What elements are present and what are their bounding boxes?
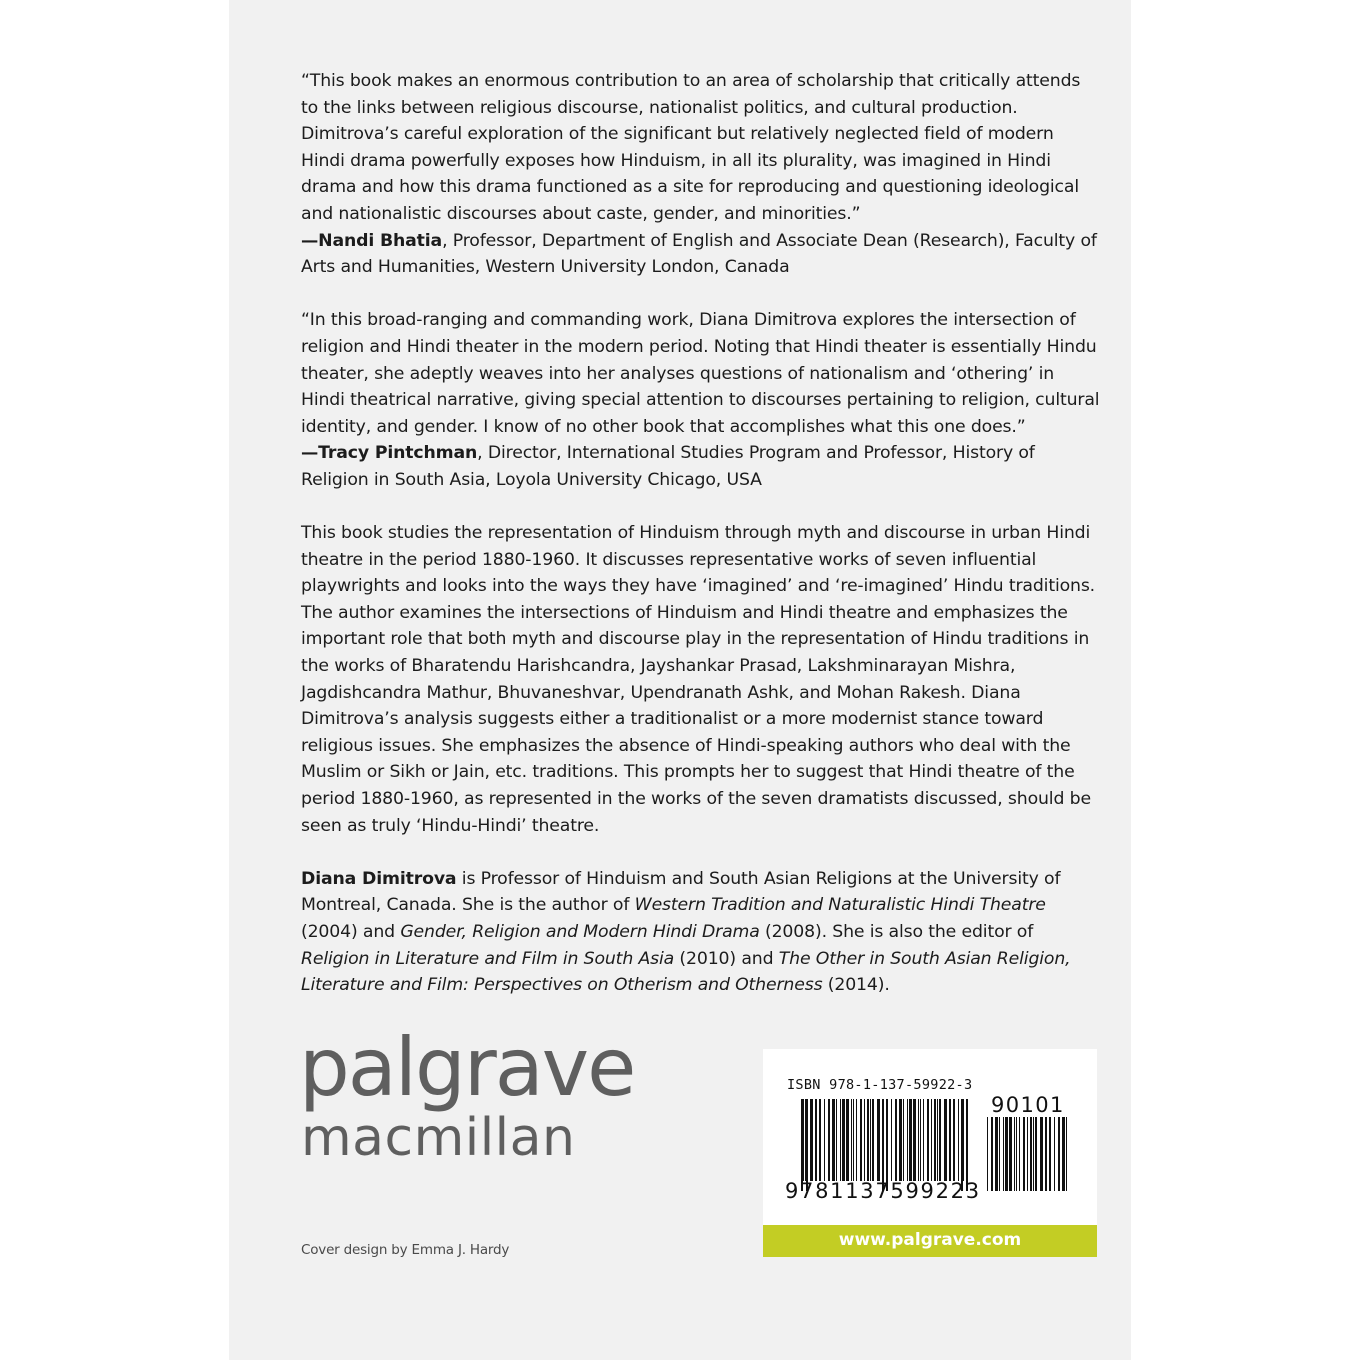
review-2-author: —Tracy Pintchman [301, 443, 478, 464]
bio-text: (2014). [822, 975, 890, 996]
book-title: Gender, Religion and Modern Hindi Drama [400, 922, 760, 942]
ean-digits: 9781137599223 [785, 1179, 981, 1203]
book-title: Western Tradition and Naturalistic Hindi Theatre [634, 895, 1046, 916]
author-name: Diana Dimitrova [301, 868, 457, 889]
isbn-label: ISBN 978-1-137-59922-3 [787, 1077, 973, 1093]
review-2 [301, 307, 1101, 493]
book-title: Religion in Literature and Film in South Asia [301, 948, 675, 969]
logo-palgrave: palgrave [299, 1021, 635, 1114]
bio-text: (2004) and [301, 922, 401, 942]
book-description: This book studies the representation of Hinduism through myth and discourse in urban Hindi theatre in the period 1880-1960. It discusses representative works of seven influential playwrights and looks into the ways they have ‘imagined’ and ‘re-imagined’ Hindu traditions. The author examines the intersections of Hinduism and Hindi theatre and emphasizes the important role that both myth and discourse play in the representation of Hindu traditions in the works of Bharatendu Harishcandra, Jayshankar Prasad, Lakshminarayan Mishra, Jagdishcandra Mathur, Bhuvaneshvar, Upendranath Ashk, and Mohan Rakesh. Diana Dimitrova’s analysis suggests either a traditionalist or a more modernist stance toward religious issues. She emphasizes the absence of Hindi-speaking authors who deal with the Muslim or Sikh or Jain, etc. traditions. This prompts her to suggest that Hindi theatre of the period 1880-1960, as represented in the works of the seven dramatists discussed, should be seen as truly ‘Hindu-Hindi’ theatre. [301, 523, 1096, 836]
barcode-panel [763, 1049, 1097, 1225]
paragraph-spacer [301, 281, 1101, 308]
review-1 [301, 68, 1101, 281]
author-bio [301, 866, 1101, 999]
review-1-quote: “This book makes an enormous contribution to an area of scholarship that critically attends to the links between religious discourse, nationalist politics, and cultural production. Dimitrova’s careful exploration of the significant but relatively neglected field of modern Hindi drama powerfully exposes how Hinduism, in all its plurality, was imagined in Hindi drama and how this drama functioned as a site for reproducing and questioning ideological and nationalistic discourses about caste, gender, and minorities.” [301, 71, 1081, 224]
publisher-url[interactable]: www.palgrave.com [763, 1225, 1097, 1257]
review-1-affiliation: , Professor, Department of English and Associate Dean (Research), Faculty of Arts and Humanities, Western University London, Canada [301, 230, 1097, 278]
paragraph-spacer [301, 839, 1101, 866]
bio-text: (2008). She is also the editor of [759, 922, 1034, 942]
review-2-affiliation: , Director, International Studies Program and Professor, History of Religion in South Asia, Loyola University Chicago, USA [301, 443, 1035, 490]
book-back-cover [229, 0, 1131, 1360]
cover-design-credit: Cover design by Emma J. Hardy [301, 1242, 510, 1258]
review-2-quote: “In this broad-ranging and commanding work, Diana Dimitrova explores the intersection of religion and Hindi theater in the modern period. Noting that Hindi theater is essentially Hindu theater, she adeptly weaves into her analyses questions of nationalism and ‘othering’ in Hindi theatrical narrative, giving special attention to discourses pertaining to religion, cultural identity, and gender. I know of no other book that accomplishes what this one does.” [301, 310, 1100, 437]
logo-macmillan: macmillan [301, 1108, 576, 1168]
paragraph-spacer [301, 494, 1101, 521]
bio-text: is Professor of Hinduism and South Asian Religions at the University of Montreal, Canada. She is the author of [301, 868, 1061, 916]
bio-text: (2010) and [674, 948, 779, 969]
review-1-author: —Nandi Bhatia [301, 230, 443, 251]
book-title: The Other in South Asian Religion, Literature and Film: Perspectives on Otherism and Otherness [301, 948, 1071, 996]
addon-digits: 90101 [991, 1093, 1065, 1117]
back-cover-text [301, 68, 1101, 999]
publisher-logo [299, 1021, 635, 1168]
